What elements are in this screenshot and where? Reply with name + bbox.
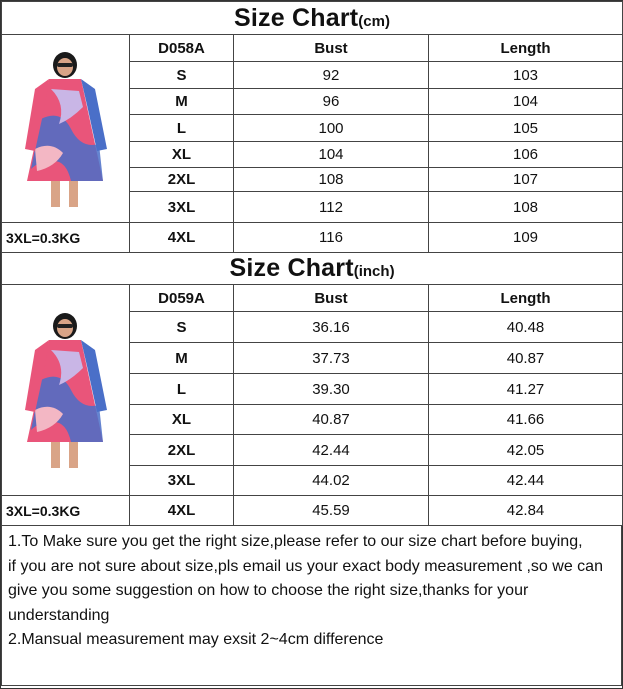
model-leg <box>51 440 60 468</box>
inch-header-bust: Bust <box>234 285 429 312</box>
model-dress-image <box>11 49 121 209</box>
length-value: 42.84 <box>429 496 623 526</box>
size-label: XL <box>130 405 234 435</box>
bust-value: 44.02 <box>234 466 429 496</box>
length-value: 107 <box>429 168 623 192</box>
size-label: L <box>130 115 234 142</box>
bust-value: 42.44 <box>234 435 429 466</box>
note-line: 1.To Make sure you get the right size,please refer to our size chart before buying, <box>8 533 583 550</box>
bust-value: 36.16 <box>234 312 429 343</box>
length-value: 40.48 <box>429 312 623 343</box>
length-value: 103 <box>429 62 623 89</box>
length-value: 41.27 <box>429 374 623 405</box>
weight-note: 3XL=0.3KG <box>2 223 130 253</box>
length-value: 108 <box>429 192 623 223</box>
inch-title-text: Size Chart <box>229 254 354 282</box>
length-value: 42.44 <box>429 466 623 496</box>
model-sunglasses <box>57 63 73 67</box>
cm-header-bust: Bust <box>234 35 429 62</box>
size-label: S <box>130 62 234 89</box>
length-value: 41.66 <box>429 405 623 435</box>
size-label: M <box>130 343 234 374</box>
cm-header-style: D058A <box>130 35 234 62</box>
bust-value: 39.30 <box>234 374 429 405</box>
size-label: XL <box>130 142 234 168</box>
size-label: 2XL <box>130 168 234 192</box>
inch-header-length: Length <box>429 285 623 312</box>
bust-value: 104 <box>234 142 429 168</box>
bust-value: 40.87 <box>234 405 429 435</box>
bust-value: 112 <box>234 192 429 223</box>
bust-value: 96 <box>234 89 429 115</box>
size-label: 3XL <box>130 192 234 223</box>
model-dress-image <box>11 310 121 470</box>
length-value: 104 <box>429 89 623 115</box>
size-label: 4XL <box>130 223 234 253</box>
bust-value: 108 <box>234 168 429 192</box>
size-label: 2XL <box>130 435 234 466</box>
length-value: 106 <box>429 142 623 168</box>
model-photo-inch <box>2 285 130 496</box>
model-leg <box>69 440 78 468</box>
cm-header-length: Length <box>429 35 623 62</box>
size-label: 4XL <box>130 496 234 526</box>
size-label: 3XL <box>130 466 234 496</box>
length-value: 42.05 <box>429 435 623 466</box>
table-row <box>2 223 623 253</box>
bust-value: 116 <box>234 223 429 253</box>
cm-title-unit: (cm) <box>358 12 390 30</box>
model-photo-cm <box>2 35 130 223</box>
note-line: 2.Mansual measurement may exsit 2~4cm difference <box>8 631 384 648</box>
inch-chart-title <box>2 253 623 285</box>
size-label: S <box>130 312 234 343</box>
note-line: if you are not sure about size,pls email us your exact body measurement ,so we can give you some suggestion on how to choose the right size,thanks for your understanding <box>8 557 603 624</box>
size-label: M <box>130 89 234 115</box>
cm-chart-title <box>2 2 623 35</box>
model-leg <box>69 179 78 207</box>
inch-header-style: D059A <box>130 285 234 312</box>
size-chart-inch <box>1 252 623 526</box>
model-sunglasses <box>57 324 73 328</box>
length-value: 109 <box>429 223 623 253</box>
cm-title-text: Size Chart <box>234 3 359 32</box>
size-label: L <box>130 374 234 405</box>
bust-value: 92 <box>234 62 429 89</box>
bust-value: 37.73 <box>234 343 429 374</box>
bust-value: 100 <box>234 115 429 142</box>
length-value: 40.87 <box>429 343 623 374</box>
size-notes <box>1 526 622 686</box>
size-chart-cm <box>1 1 623 253</box>
model-leg <box>51 179 60 207</box>
length-value: 105 <box>429 115 623 142</box>
weight-note: 3XL=0.3KG <box>2 496 130 526</box>
table-row <box>2 496 623 526</box>
bust-value: 45.59 <box>234 496 429 526</box>
inch-title-unit: (inch) <box>353 263 395 280</box>
